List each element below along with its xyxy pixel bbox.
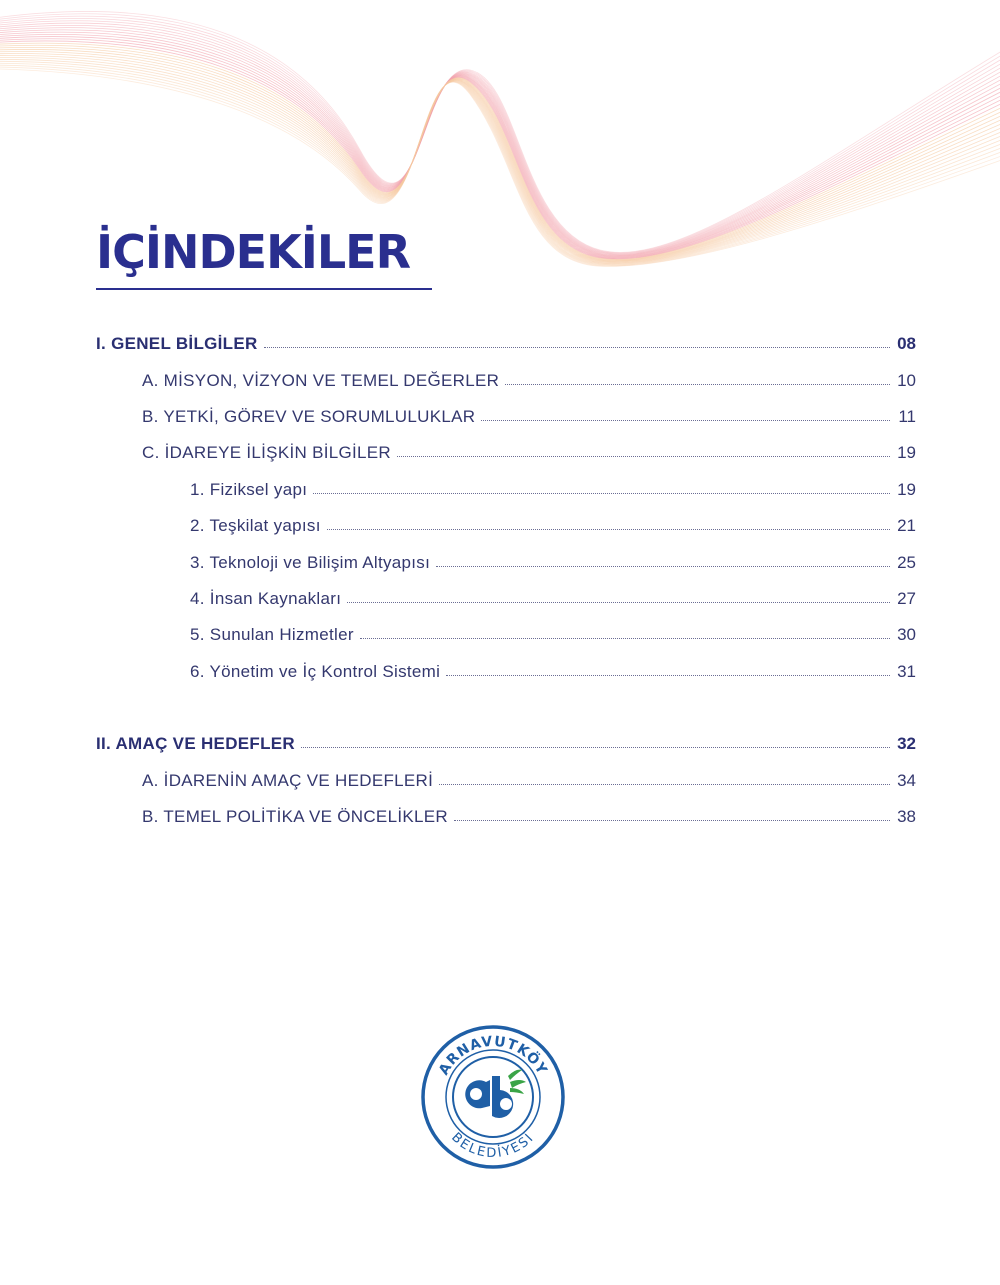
toc-entry[interactable] xyxy=(190,654,916,682)
toc-entry-page: 11 xyxy=(898,407,916,426)
toc-leader-dots xyxy=(446,674,890,676)
toc-entry[interactable] xyxy=(190,617,916,645)
toc-entry-label: 2. Teşkilat yapısı xyxy=(190,516,321,535)
toc-entry[interactable] xyxy=(190,545,916,573)
arnavutkoy-belediyesi-logo xyxy=(420,1024,566,1170)
toc-leader-dots xyxy=(313,492,890,494)
toc-entry-label: I. GENEL BİLGİLER xyxy=(96,334,258,353)
toc-entry-page: 27 xyxy=(897,589,916,608)
toc-entry[interactable] xyxy=(142,799,916,827)
toc-leader-dots xyxy=(481,419,890,421)
toc-entry[interactable] xyxy=(142,435,916,463)
toc-entry-page: 31 xyxy=(897,662,916,681)
toc-entry[interactable] xyxy=(96,326,916,354)
toc-entry-page: 19 xyxy=(897,443,916,462)
toc-entry-page: 38 xyxy=(897,807,916,826)
toc-entry-page: 25 xyxy=(897,553,916,572)
toc-entry-label: A. MİSYON, VİZYON VE TEMEL DEĞERLER xyxy=(142,371,500,390)
toc-entry[interactable] xyxy=(142,399,916,427)
toc-entry-label: A. İDARENİN AMAÇ VE HEDEFLERİ xyxy=(142,771,434,790)
toc-leader-dots xyxy=(397,455,890,457)
toc-entry[interactable] xyxy=(190,508,916,536)
toc-entry-page: 34 xyxy=(897,771,916,790)
toc-leader-dots xyxy=(301,746,890,748)
toc-entry[interactable] xyxy=(96,726,916,754)
toc-entry-label: II. AMAÇ VE HEDEFLER xyxy=(96,734,295,753)
toc-leader-dots xyxy=(436,565,890,567)
title-underline xyxy=(96,288,432,290)
toc-entry-page: 32 xyxy=(897,734,916,753)
toc-leader-dots xyxy=(360,637,890,639)
toc-entry-label: B. TEMEL POLİTİKA VE ÖNCELİKLER xyxy=(142,807,448,826)
toc-leader-dots xyxy=(505,383,890,385)
toc-entry-label: 4. İnsan Kaynakları xyxy=(190,589,342,608)
toc-entry-page: 21 xyxy=(897,516,916,535)
page-title: İÇİNDEKİLER xyxy=(96,225,411,279)
toc-entry-label: C. İDAREYE İLİŞKİN BİLGİLER xyxy=(142,443,392,462)
toc-entry-page: 30 xyxy=(897,625,916,644)
toc-leader-dots xyxy=(454,819,890,821)
toc-entry[interactable] xyxy=(190,472,916,500)
toc-entry-page: 08 xyxy=(897,334,916,353)
toc-entry-label: B. YETKİ, GÖREV VE SORUMLULUKLAR xyxy=(142,407,476,426)
toc-entry-label: 1. Fiziksel yapı xyxy=(190,480,308,499)
toc-entry[interactable] xyxy=(142,763,916,791)
logo-bottom-text: BELEDİYESİ xyxy=(448,1130,538,1162)
toc-entry-label: 3. Teknoloji ve Bilişim Altyapısı xyxy=(190,553,431,572)
toc-entry-label: 5. Sunulan Hizmetler xyxy=(190,625,354,644)
toc-leader-dots xyxy=(327,528,890,530)
toc-entry[interactable] xyxy=(142,363,916,391)
toc-leader-dots xyxy=(439,783,890,785)
toc-entry[interactable] xyxy=(190,581,916,609)
toc-leader-dots xyxy=(264,346,890,348)
toc-entry-label: 6. Yönetim ve İç Kontrol Sistemi xyxy=(190,662,441,681)
toc-entry-page: 10 xyxy=(897,371,916,390)
decorative-wave-lines xyxy=(0,0,1000,360)
toc-entry-page: 19 xyxy=(897,480,916,499)
page-title-block xyxy=(96,222,432,290)
toc-leader-dots xyxy=(347,601,890,603)
logo-top-text: ARNAVUTKÖY xyxy=(435,1033,551,1078)
